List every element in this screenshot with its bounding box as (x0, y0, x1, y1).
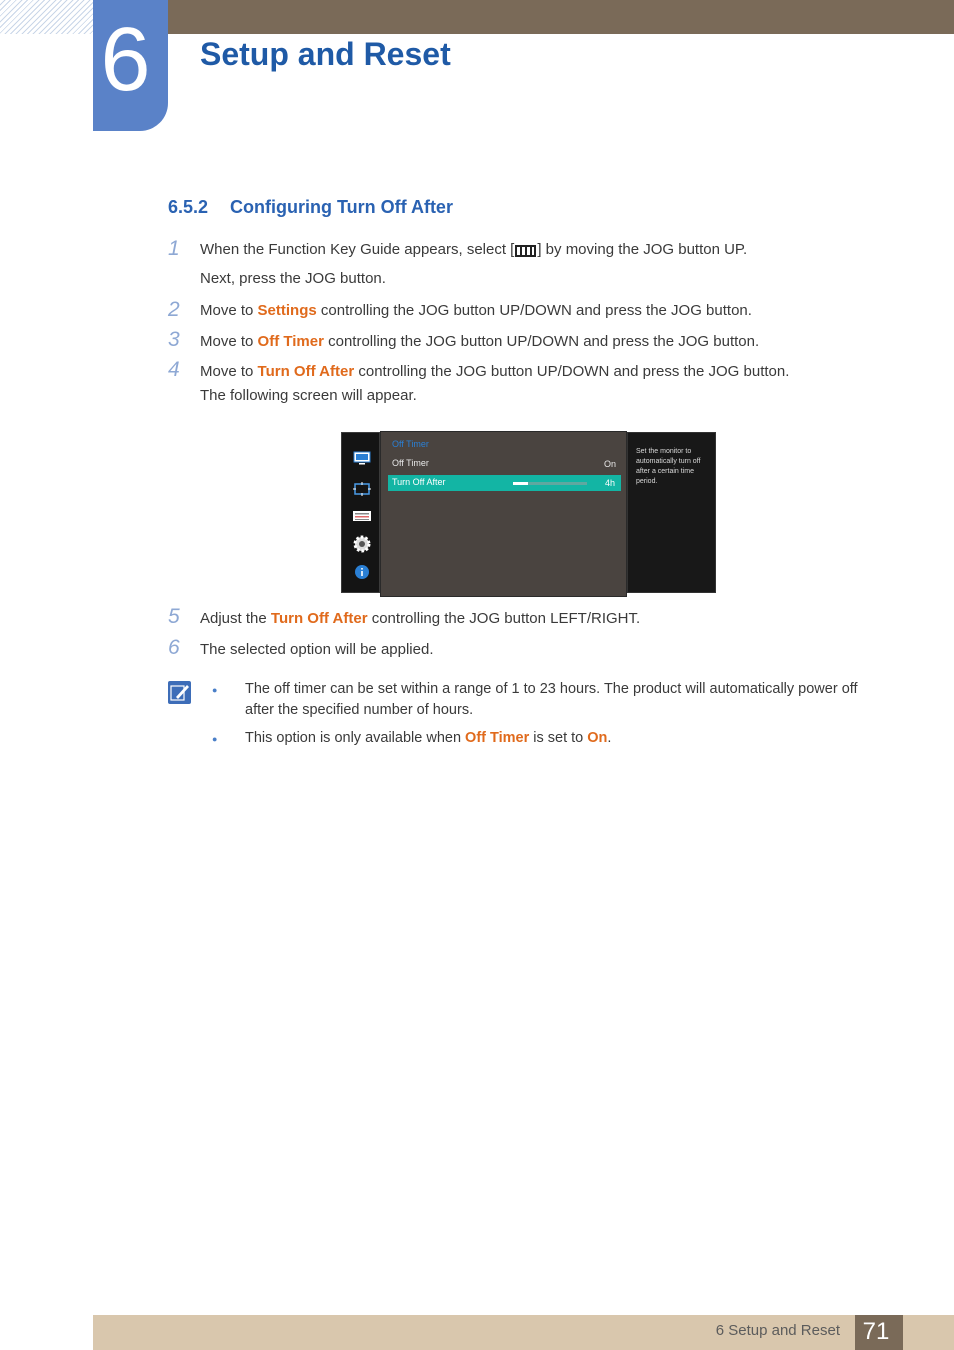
step-1-text-pre: When the Function Key Guide appears, select [ (200, 241, 515, 258)
section-title: Configuring Turn Off After (230, 197, 453, 217)
osd-help-panel (627, 432, 716, 593)
info-icon (352, 564, 372, 580)
step-5-highlight: Turn Off After (270, 610, 368, 627)
step-5-text (200, 609, 640, 629)
step-1-subtext: Next, press the JOG button. (200, 270, 386, 287)
osd-turn-off-after-row[interactable] (388, 475, 621, 491)
page-number: 71 (862, 1318, 890, 1345)
function-key-guide-icon (515, 245, 536, 257)
bullet-icon: ● (212, 685, 218, 695)
note-text-1: The off timer can be set within a range of 1 to 23 hours. The product will automatically power off after the specified number of hours. (245, 681, 858, 718)
step-number: 3 (168, 328, 180, 351)
step-2-text (200, 301, 752, 321)
note-text-2 (245, 728, 885, 749)
system-icon (352, 508, 372, 524)
step-number: 6 (168, 636, 180, 659)
osd-menu-sidebar (341, 432, 380, 593)
step-1-text (200, 240, 747, 260)
step-6-text: The selected option will be applied. (200, 641, 434, 658)
note-pencil-icon (168, 681, 191, 704)
monitor-icon (352, 450, 372, 466)
bullet-icon: ● (212, 734, 218, 744)
step-4-text-pre: Move to (200, 363, 258, 380)
step-4-highlight: Turn Off After (257, 363, 355, 380)
step-number: 1 (168, 237, 180, 260)
step-3-highlight: Off Timer (257, 333, 324, 350)
step-5-text-post: controlling the JOG button LEFT/RIGHT. (367, 610, 641, 627)
section-number: 6.5.2 (168, 197, 209, 217)
osd-slider-fill (513, 482, 528, 485)
chapter-title: Setup and Reset (200, 36, 451, 72)
step-5-text-pre: Adjust the (200, 610, 271, 627)
step-number: 2 (168, 298, 180, 321)
header-bar (168, 0, 954, 34)
step-4-subtext: The following screen will appear. (200, 387, 417, 404)
step-3-text-pre: Move to (200, 333, 258, 350)
step-4-text (200, 362, 789, 382)
osd-off-timer-label[interactable]: Off Timer (392, 458, 429, 468)
chapter-number: 6 (100, 10, 151, 110)
osd-main-panel (380, 431, 627, 597)
settings-gear-icon (352, 534, 372, 554)
note-2-highlight-on: On (587, 730, 608, 746)
osd-off-timer-value: On (603, 459, 616, 469)
footer-chapter-label: 6 Setup and Reset (715, 1322, 840, 1339)
osd-turn-off-after-slider[interactable] (513, 482, 587, 485)
note-2-mid: is set to (529, 730, 588, 746)
step-3-text-post: controlling the JOG button UP/DOWN and press the JOG button. (323, 333, 760, 350)
note-2-highlight-off-timer: Off Timer (465, 730, 530, 746)
osd-turn-off-after-label: Turn Off After (392, 477, 446, 487)
note-2-pre: This option is only available when (245, 730, 466, 746)
section-heading (168, 195, 453, 219)
osd-menu-header: Off Timer (392, 439, 429, 449)
step-number: 4 (168, 358, 180, 381)
step-2-text-post: controlling the JOG button UP/DOWN and press the JOG button. (316, 302, 752, 319)
step-1-text-post: ] by moving the JOG button UP. (537, 241, 748, 258)
step-2-text-pre: Move to (200, 302, 258, 319)
step-3-text (200, 332, 759, 352)
osd-help-text: Set the monitor to automatically turn off after a certain time period. (636, 448, 701, 485)
osd-turn-off-after-value: 4h (604, 478, 615, 488)
step-number: 5 (168, 605, 180, 628)
step-4-text-post: controlling the JOG button UP/DOWN and press the JOG button. (354, 363, 790, 380)
step-2-highlight: Settings (257, 302, 317, 319)
note-2-post: . (607, 730, 612, 746)
screen-size-icon (352, 481, 372, 497)
corner-hatch-decoration (0, 0, 93, 34)
